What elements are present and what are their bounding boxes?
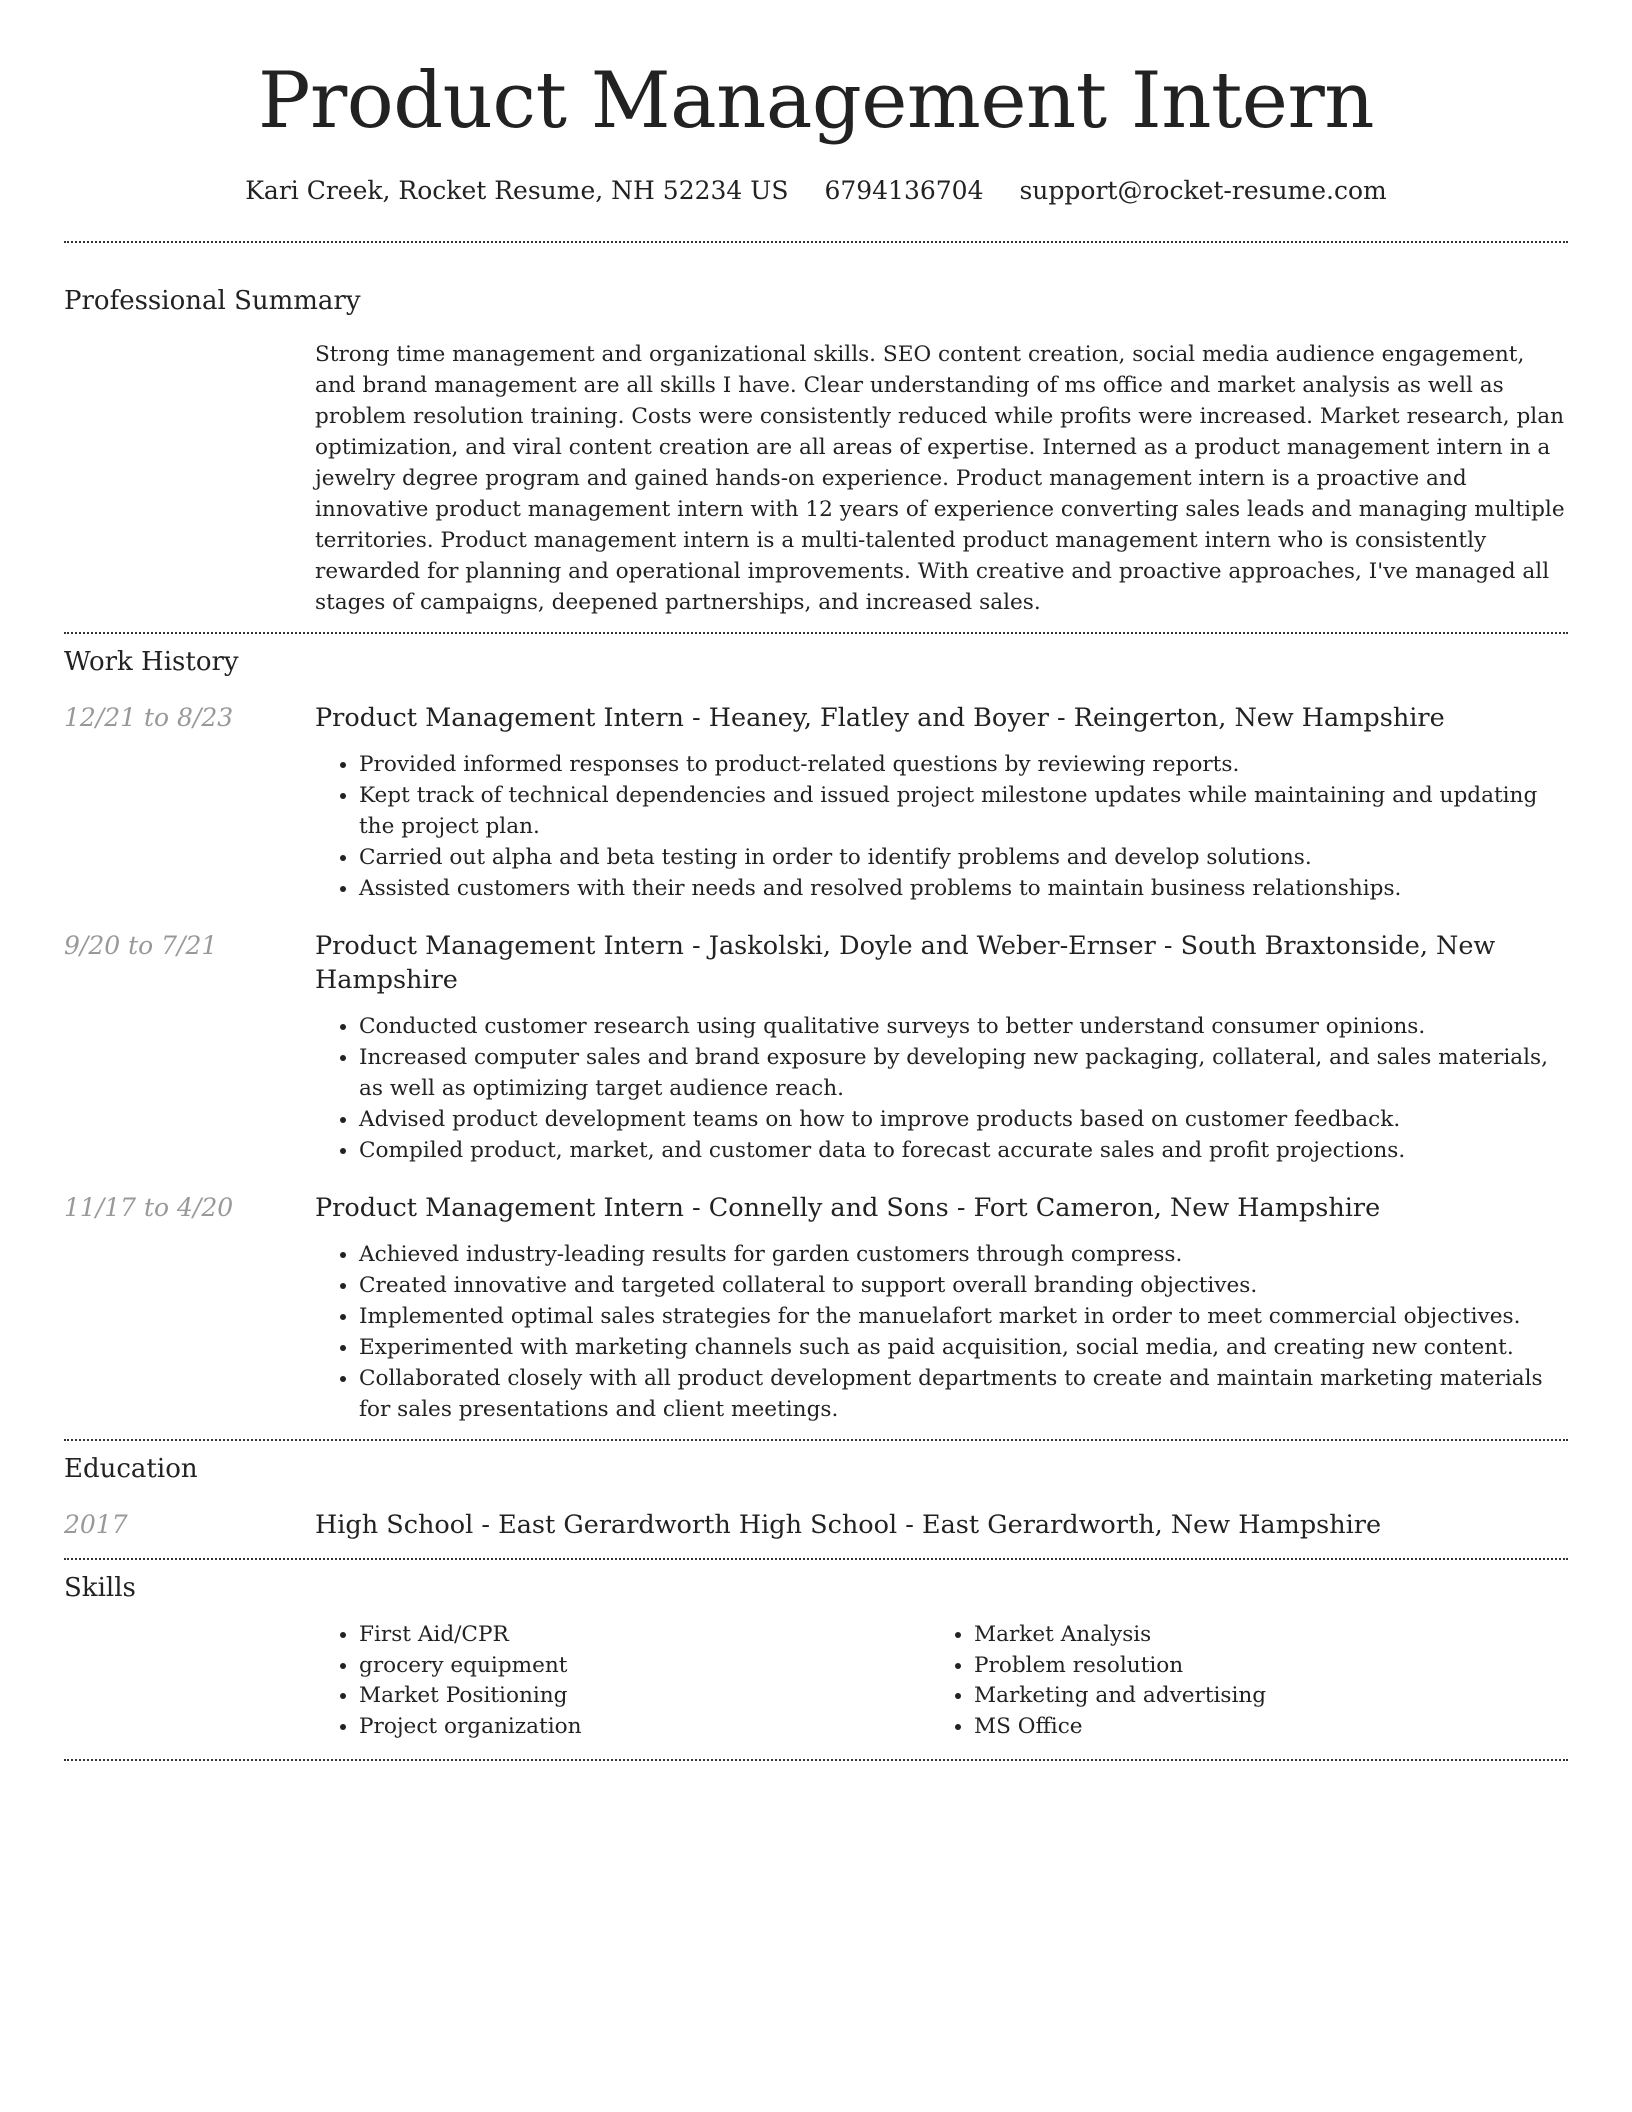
job-details <box>315 1191 1568 1425</box>
job-dates: 12/21 to 8/23 <box>64 703 234 732</box>
professional-summary-section <box>64 284 1568 618</box>
education-year: 2017 <box>64 1510 128 1539</box>
section-divider <box>64 632 1568 634</box>
contact-email: support@rocket-resume.com <box>1019 176 1387 205</box>
education-details <box>315 1508 1568 1542</box>
job-bullet: • Collaborated closely with all product development departments to create and maintain marketing materials for sales presentations and client meetings. <box>359 1363 1568 1425</box>
job-dates: 11/17 to 4/20 <box>64 1193 234 1222</box>
skills-column-right <box>930 1620 1545 1742</box>
job-bullet: • Conducted customer research using qualitative surveys to better understand consumer opinions. <box>359 1011 1568 1042</box>
skill-item: • Problem resolution <box>974 1651 1545 1682</box>
education-school: High School - East Gerardworth High School - East Gerardworth, New Hampshire <box>315 1510 1382 1540</box>
job-bullet-list <box>315 749 1568 904</box>
skill-item: • Project organization <box>359 1712 930 1743</box>
job-entry <box>64 1191 1568 1425</box>
job-details <box>315 929 1568 1166</box>
job-bullet: • Compiled product, market, and customer data to forecast accurate sales and profit projections. <box>359 1135 1568 1166</box>
education-section <box>64 1452 1568 1542</box>
job-title: Product Management Intern - Jaskolski, Doyle and Weber-Ernser - South Braxtonside, New Hampshire <box>315 931 1496 995</box>
resume-title: Product Management Intern <box>258 56 1374 146</box>
job-bullet: • Increased computer sales and brand exposure by developing new packaging, collateral, and sales materials, as well as optimizing target audience reach. <box>359 1042 1568 1104</box>
work-history-heading: Work History <box>64 647 239 677</box>
job-details <box>315 701 1568 904</box>
job-bullet: • Kept track of technical dependencies and issued project milestone updates while maintaining and updating the project plan. <box>359 780 1568 842</box>
job-bullet: • Created innovative and targeted collateral to support overall branding objectives. <box>359 1270 1568 1301</box>
job-bullet: • Carried out alpha and beta testing in order to identify problems and develop solutions. <box>359 842 1568 873</box>
skill-item: • Market Analysis <box>974 1620 1545 1651</box>
section-divider <box>64 241 1568 243</box>
skills-column-left <box>315 1620 930 1742</box>
job-dates: 9/20 to 7/21 <box>64 931 218 960</box>
job-bullet: • Assisted customers with their needs and resolved problems to maintain business relationships. <box>359 873 1568 904</box>
skills-section <box>64 1571 1568 1742</box>
job-title: Product Management Intern - Connelly and Sons - Fort Cameron, New Hampshire <box>315 1193 1381 1223</box>
skills-grid <box>315 1620 1568 1742</box>
skill-item: • First Aid/CPR <box>359 1620 930 1651</box>
job-bullet: • Experimented with marketing channels such as paid acquisition, social media, and creating new content. <box>359 1332 1568 1363</box>
education-heading: Education <box>64 1454 198 1484</box>
job-entry <box>64 701 1568 904</box>
skill-item: • MS Office <box>974 1712 1545 1743</box>
skills-heading: Skills <box>64 1573 136 1603</box>
job-bullet: • Advised product development teams on how to improve products based on customer feedback. <box>359 1104 1568 1135</box>
job-bullet-list <box>315 1011 1568 1166</box>
summary-text: Strong time management and organizational skills. SEO content creation, social media audience engagement, and brand management are all skills I have. Clear understanding of ms office and market analysis as well as problem resolution training. Costs were consistently reduced while profits were increased. Market research, plan optimization, and viral content creation are all areas of expertise. Interned as a product management intern in a jewelry degree program and gained hands-on experience. Product management intern is a proactive and innovative product management intern with 12 years of experience converting sales leads and managing multiple territories. Product management intern is a multi-talented product management intern who is consistently rewarded for planning and operational improvements. With creative and proactive approaches, I've managed all stages of campaigns, deepened partnerships, and increased sales. <box>315 342 1565 615</box>
section-divider <box>64 1439 1568 1441</box>
skill-item: • grocery equipment <box>359 1651 930 1682</box>
job-bullet: • Provided informed responses to product-related questions by reviewing reports. <box>359 749 1568 780</box>
skill-item: • Marketing and advertising <box>974 1681 1545 1712</box>
section-divider <box>64 1759 1568 1761</box>
job-entry <box>64 929 1568 1166</box>
contact-info <box>64 174 1568 208</box>
job-bullet-list <box>315 1239 1568 1425</box>
job-bullet: • Implemented optimal sales strategies for the manuelafort market in order to meet commercial objectives. <box>359 1301 1568 1332</box>
summary-heading: Professional Summary <box>64 286 361 316</box>
contact-address: Kari Creek, Rocket Resume, NH 52234 US <box>245 176 789 205</box>
job-bullet: • Achieved industry-leading results for garden customers through compress. <box>359 1239 1568 1270</box>
education-entry <box>64 1508 1568 1542</box>
section-divider <box>64 1558 1568 1560</box>
skill-item: • Market Positioning <box>359 1681 930 1712</box>
job-title: Product Management Intern - Heaney, Flatley and Boyer - Reingerton, New Hampshire <box>315 703 1445 733</box>
contact-phone: 6794136704 <box>824 176 984 205</box>
work-history-section <box>64 645 1568 1425</box>
